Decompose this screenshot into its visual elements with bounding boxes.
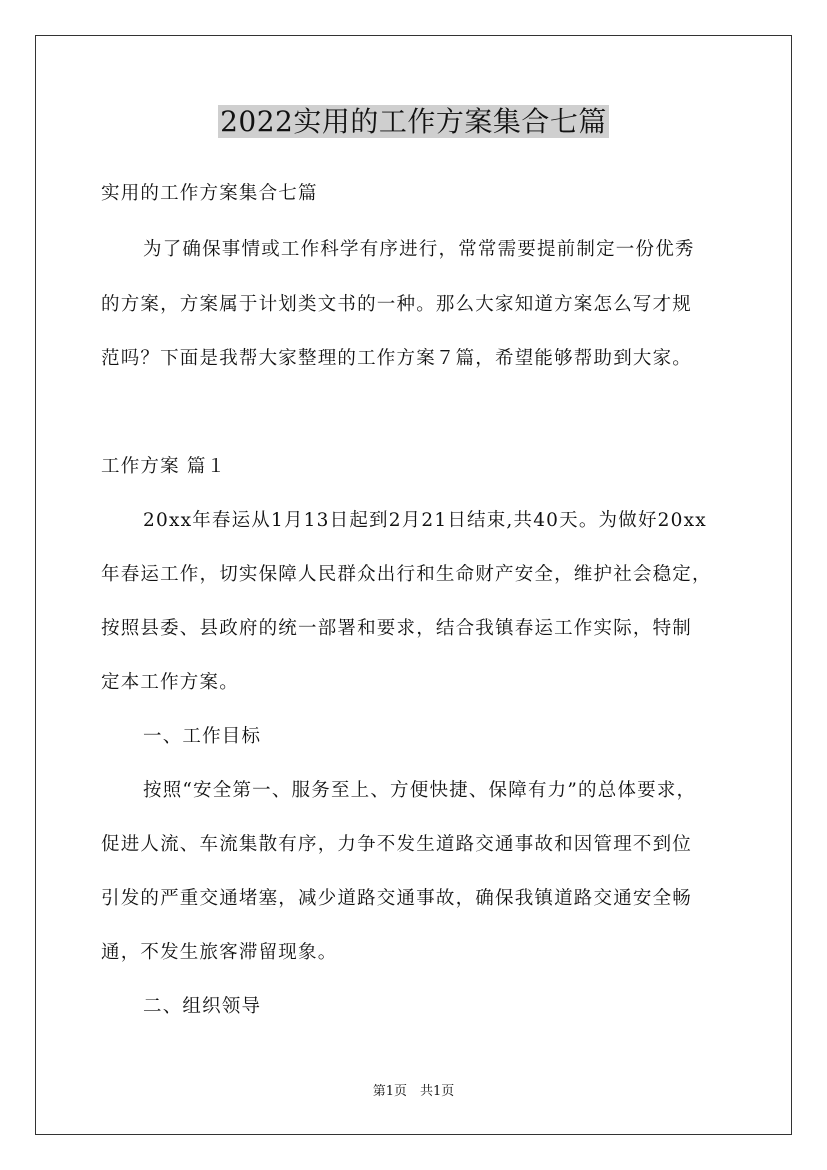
- subheading-leadership: 二、组织领导: [143, 996, 262, 1017]
- paragraph-line: 20xx年春运从1月13日起到2月21日结束,共40天。为做好20xx: [143, 510, 707, 531]
- document-title: [0, 100, 827, 144]
- subheading-goals: 一、工作目标: [143, 726, 262, 747]
- paragraph-line: 引发的严重交通堵塞，减少道路交通事故，确保我镇道路交通安全畅: [101, 888, 693, 909]
- document-title-text: 2022实用的工作方案集合七篇: [220, 105, 607, 138]
- paragraph-line: 通，不发生旅客滞留现象。: [101, 942, 338, 963]
- page-footer: 第1页 共1页: [372, 1084, 455, 1099]
- section-heading: 工作方案 篇１: [101, 456, 227, 477]
- intro-line: 为了确保事情或工作科学有序进行，常常需要提前制定一份优秀: [143, 239, 695, 260]
- paragraph-line: 按照“安全第一、服务至上、方便快捷、保障有力”的总体要求，: [143, 780, 697, 801]
- intro-line: 范吗？下面是我帮大家整理的工作方案７篇，希望能够帮助到大家。: [101, 348, 693, 369]
- paragraph-line: 年春运工作，切实保障人民群众出行和生命财产安全，维护社会稳定，: [101, 564, 712, 585]
- paragraph-line: 定本工作方案。: [101, 672, 239, 693]
- paragraph-line: 按照县委、县政府的统一部署和要求，结合我镇春运工作实际，特制: [101, 618, 693, 639]
- intro-line: 的方案，方案属于计划类文书的一种。那么大家知道方案怎么写才规: [101, 294, 693, 315]
- paragraph-line: 促进人流、车流集散有序，力争不发生道路交通事故和因管理不到位: [101, 834, 693, 855]
- document-subtitle: 实用的工作方案集合七篇: [101, 183, 318, 204]
